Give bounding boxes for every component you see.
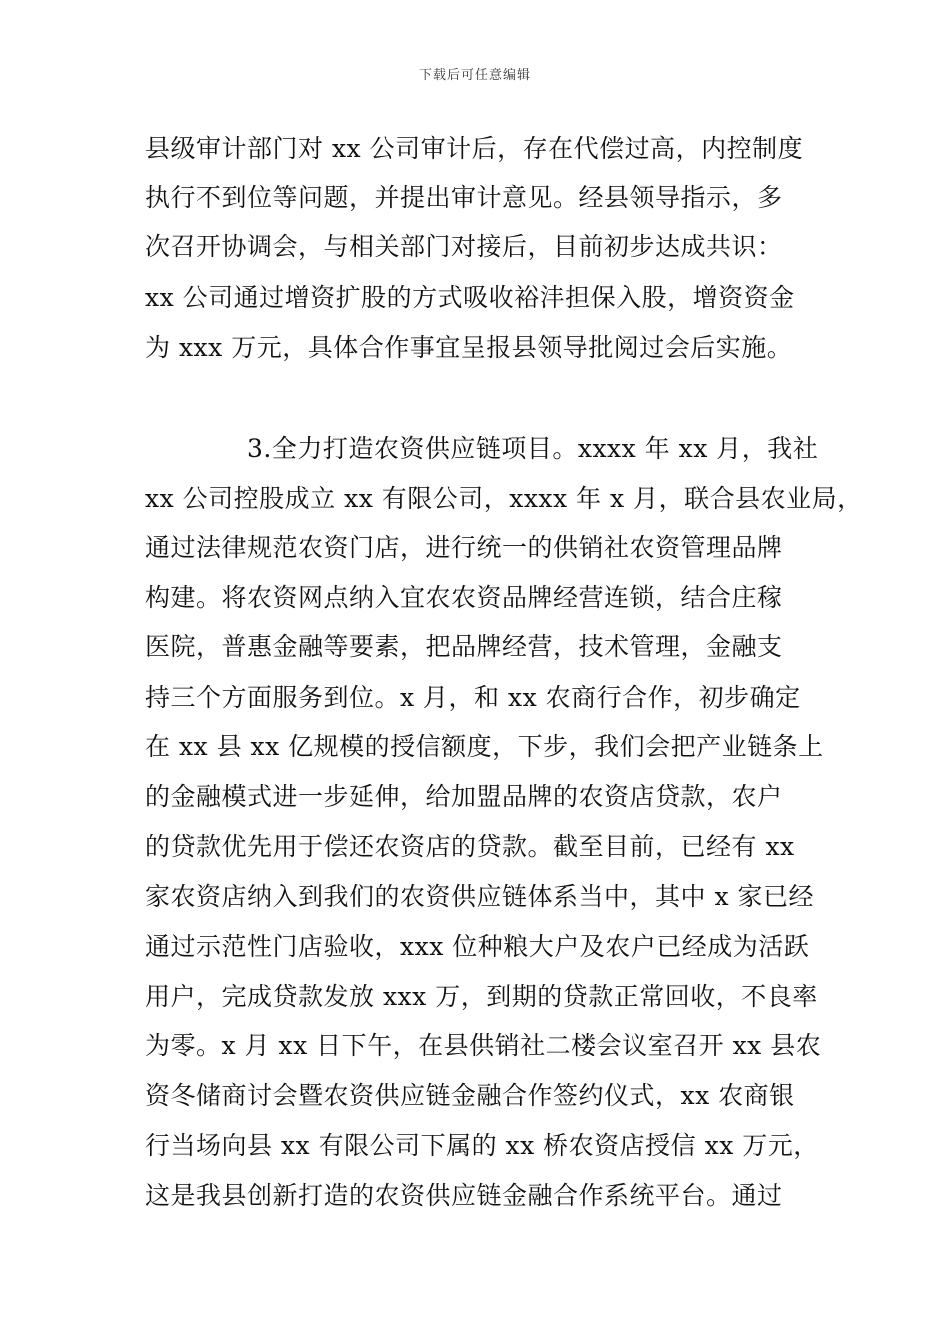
text-line: 通过示范性门店验收，xxx 位种粮大户及农户已经成为活跃	[145, 932, 810, 961]
text-line: 执行不到位等问题，并提出审计意见。经县领导指示，多	[145, 183, 783, 212]
text-line: 在 xx 县 xx 亿规模的授信额度，下步，我们会把产业链条上	[145, 732, 824, 761]
text-line: 用户，完成贷款发放 xxx 万，到期的贷款正常回收，不良率	[145, 982, 818, 1011]
text-line: 资冬储商讨会暨农资供应链金融合作签约仪式，xx 农商银	[145, 1081, 795, 1110]
text-line: 医院，普惠金融等要素，把品牌经营，技术管理，金融支	[145, 632, 783, 661]
text-line: 行当场向县 xx 有限公司下属的 xx 桥农资店授信 xx 万元，	[145, 1131, 819, 1160]
page-header: 下载后可任意编辑	[418, 68, 531, 83]
text-line: 的金融模式进一步延伸，给加盟品牌的农资店贷款，农户	[145, 782, 783, 811]
text-line: 构建。将农资网点纳入宜农农资品牌经营连锁，结合庄稼	[145, 583, 783, 612]
text-line: 的贷款优先用于偿还农资店的贷款。截至目前，已经有 xx	[145, 832, 795, 861]
text-line: 为 xxx 万元，具体合作事宜呈报县领导批阅过会后实施。	[145, 333, 793, 362]
text-line: 3.全力打造农资供应链项目。xxxx 年 xx 月，我社	[247, 434, 819, 463]
text-line: 家农资店纳入到我们的农资供应链体系当中，其中 x 家已经	[145, 882, 814, 911]
text-line: xx 公司通过增资扩股的方式吸收裕沣担保入股，增资资金	[145, 283, 795, 312]
text-line: xx 公司控股成立 xx 有限公司，xxxx 年 x 月，联合县农业局，	[145, 484, 863, 513]
text-line: 持三个方面服务到位。x 月，和 xx 农商行合作，初步确定	[145, 683, 801, 712]
text-line: 为零。x 月 xx 日下午，在县供销社二楼会议室召开 xx 县农	[145, 1031, 822, 1060]
text-line: 次召开协调会，与相关部门对接后，目前初步达成共识：	[145, 232, 783, 261]
text-line: 通过法律规范农资门店，进行统一的供销社农资管理品牌	[145, 533, 783, 562]
text-line: 县级审计部门对 xx 公司审计后，存在代偿过高，内控制度	[145, 134, 804, 163]
text-line: 这是我县创新打造的农资供应链金融合作系统平台。通过	[145, 1181, 783, 1210]
